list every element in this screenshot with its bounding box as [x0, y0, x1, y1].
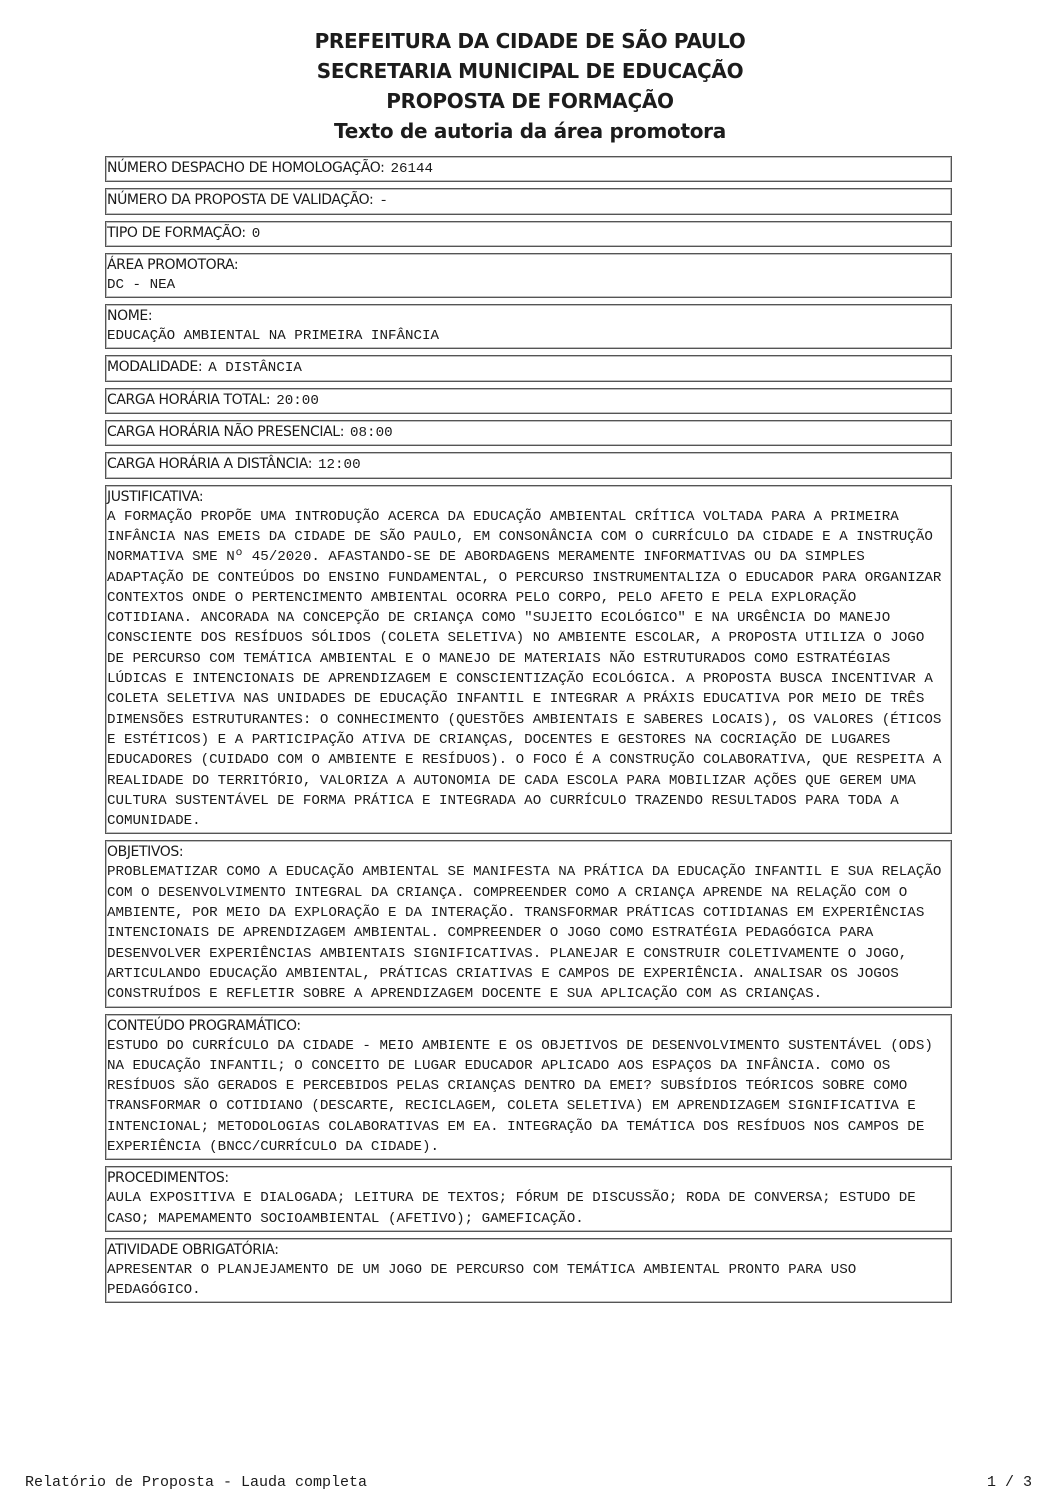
- field-atividade-label: ATIVIDADE OBRIGATÓRIA:: [107, 1241, 279, 1258]
- fields-container: [105, 156, 952, 1309]
- field-nome: [105, 304, 952, 349]
- footer-page-number: 1 / 3: [986, 1474, 1032, 1491]
- field-justificativa: [105, 485, 952, 835]
- field-nome-label: NOME:: [107, 308, 153, 325]
- header-proposta: PROPOSTA DE FORMAÇÃO: [386, 89, 674, 113]
- field-tipo-value: 0: [251, 225, 261, 242]
- field-despacho-value: 26144: [390, 161, 434, 177]
- field-modalidade-value: A DISTÂNCIA: [208, 360, 302, 377]
- field-area: [105, 253, 952, 298]
- field-modalidade: [105, 355, 952, 381]
- field-carga-nao-presencial-value: 08:00: [350, 425, 393, 442]
- field-validacao-value: -: [379, 193, 388, 210]
- field-carga-distancia-label: CARGA HORÁRIA A DISTÂNCIA:: [107, 456, 313, 473]
- field-validacao-label: NÚMERO DA PROPOSTA DE VALIDAÇÃO:: [107, 192, 374, 209]
- field-carga-distancia: [105, 452, 952, 478]
- footer-report-title: Relatório de Proposta - Lauda completa: [25, 1474, 368, 1491]
- header-autoria: Texto de autoria da área promotora: [334, 119, 726, 143]
- field-carga-distancia-value: 12:00: [318, 457, 361, 474]
- document-header: [0, 26, 1060, 146]
- field-atividade-value: APRESENTAR O PLANJEJAMENTO DE UM JOGO DE PERCURSO COM TEMÁTICA AMBIENTAL PRONTO PARA USO PEDAGÓGICO.: [107, 1261, 865, 1299]
- field-despacho: [105, 156, 952, 182]
- field-area-value: DC - NEA: [107, 276, 176, 293]
- field-area-label: ÁREA PROMOTORA:: [107, 256, 239, 273]
- field-objetivos: [105, 840, 952, 1007]
- field-procedimentos-value: AULA EXPOSITIVA E DIALOGADA; LEITURA DE TEXTOS; FÓRUM DE DISCUSSÃO; RODA DE CONVERSA; ESTUDO DE CASO; MAPEMAMENTO SOCIOAMBIENTAL (AFETIVO); GAMEFICAÇÃO.: [107, 1190, 925, 1227]
- field-procedimentos: [105, 1166, 952, 1232]
- field-conteudo-label: CONTEÚDO PROGRAMÁTICO:: [107, 1017, 301, 1034]
- header-prefeitura: PREFEITURA DA CIDADE DE SÃO PAULO: [314, 29, 746, 53]
- field-nome-value: EDUCAÇÃO AMBIENTAL NA PRIMEIRA INFÂNCIA: [107, 328, 440, 345]
- field-conteudo-value: ESTUDO DO CURRÍCULO DA CIDADE - MEIO AMBIENTE E OS OBJETIVOS DE DESENVOLVIMENTO SUSTENTÁVEL (ODS) NA EDUCAÇÃO INFANTIL; O CONCEITO DE LUGAR EDUCADOR APLICADO AOS ESPAÇOS DA INFÂNCIA. COMO OS RESÍDUOS SÃO GERADOS E PERCEBIDOS PELAS CRIANÇAS DENTRO DA EMEI? SUBSÍDIOS TEÓRICOS SOBRE COMO TRANSFORMAR O COTIDIANO (DESCARTE, RECICLAGEM, COLETA SELETIVA) EM APRENDIZAGEM SIGNIFICATIVA E INTENCIONAL; METODOLOGIAS COLABORATIVAS EM EA. INTEGRAÇÃO DA TEMÁTICA DOS RESÍDUOS NOS CAMPOS DE EXPERIÊNCIA (BNCC/CURRÍCULO DA CIDADE).: [107, 1037, 942, 1155]
- field-carga-total-label: CARGA HORÁRIA TOTAL:: [107, 391, 271, 408]
- field-carga-total: [105, 388, 952, 414]
- field-carga-nao-presencial-label: CARGA HORÁRIA NÃO PRESENCIAL:: [107, 424, 345, 441]
- field-objetivos-value: PROBLEMATIZAR COMO A EDUCAÇÃO AMBIENTAL SE MANIFESTA NA PRÁTICA DA EDUCAÇÃO INFANTIL E SUA RELAÇÃO COM O DESENVOLVIMENTO INTEGRAL DA CRIANÇA. COMPREENDER COMO A CRIANÇA APRENDE NA RELAÇÃO COM O AMBIENTE, POR MEIO DA EXPLORAÇÃO E DA INTERAÇÃO. TRANSFORMAR PRÁTICAS COTIDIANAS EM EXPERIÊNCIAS INTENCIONAIS DE APRENDIZAGEM AMBIENTAL. COMPREENDER O JOGO COMO ESTRATÉGIA PEDAGÓGICA PARA DESENVOLVER EXPERIÊNCIAS AMBIENTAIS SIGNIFICATIVAS. PLANEJAR E CONSTRUIR COLETIVAMENTE O JOGO, ARTICULANDO EDUCAÇÃO AMBIENTAL, PRÁTICAS CRIATIVAS E CAMPOS DE EXPERIÊNCIA. ANALISAR OS JOGOS CONSTRUÍDOS E REFLETIR SOBRE A APRENDIZAGEM DOCENTE E SUA APLICAÇÃO COM AS CRIANÇAS.: [107, 864, 950, 1003]
- field-modalidade-label: MODALIDADE:: [107, 359, 203, 376]
- header-secretaria: SECRETARIA MUNICIPAL DE EDUCAÇÃO: [316, 59, 744, 83]
- field-carga-total-value: 20:00: [276, 392, 319, 409]
- field-tipo: [105, 221, 952, 247]
- field-procedimentos-label: PROCEDIMENTOS:: [107, 1170, 229, 1187]
- field-justificativa-label: JUSTIFICATIVA:: [107, 488, 204, 505]
- field-tipo-label: TIPO DE FORMAÇÃO:: [107, 224, 246, 241]
- field-validacao: [105, 188, 952, 214]
- field-carga-nao-presencial: [105, 420, 952, 446]
- field-conteudo: [105, 1014, 952, 1161]
- field-atividade: [105, 1238, 952, 1304]
- field-objetivos-label: OBJETIVOS:: [107, 844, 184, 861]
- field-justificativa-value: A FORMAÇÃO PROPÕE UMA INTRODUÇÃO ACERCA DA EDUCAÇÃO AMBIENTAL CRÍTICA VOLTADA PARA A PRIMEIRA INFÂNCIA NAS EMEIS DA CIDADE DE SÃO PAULO, EM CONSONÂNCIA COM O CURRÍCULO DA CIDADE E A INSTRUÇÃO NORMATIVA SME Nº 45/2020. AFASTANDO-SE DE ABORDAGENS MERAMENTE INFORMATIVAS OU DA SIMPLES ADAPTAÇÃO DE CONTEÚDOS DO ENSINO FUNDAMENTAL, O PERCURSO INSTRUMENTALIZA O EDUCADOR PARA ORGANIZAR CONTEXTOS ONDE O PERTENCIMENTO AMBIENTAL OCORRA PELO CORPO, PELO AFETO E PELA EXPLORAÇÃO COTIDIANA. ANCORADA NA CONCEPÇÃO DE CRIANÇA COMO "SUJEITO ECOLÓGICO" E NA URGÊNCIA DO MANEJO CONSCIENTE DOS RESÍDUOS SÓLIDOS (COLETA SELETIVA) NO AMBIENTE ESCOLAR, A PROPOSTA UTILIZA O JOGO DE PERCURSO COM TEMÁTICA AMBIENTAL E O MANEJO DE MATERIAIS NÃO ESTRUTURADOS COMO ESTRATÉGIAS LÚDICAS E INTENCIONAIS DE APRENDIZAGEM E CONSCIENTIZAÇÃO ECOLÓGICA. A PROPOSTA BUSCA INCENTIVAR A COLETA SELETIVA NAS UNIDADES DE EDUCAÇÃO INFANTIL E INTEGRAR A PRÁXIS EDUCATIVA POR MEIO DE TRÊS DIMENSÕES ESTRUTURANTES: O CONHECIMENTO (QUESTÕES AMBIENTAIS E SABERES LOCAIS), OS VALORES (ÉTICOS E ESTÉTICOS) E A PARTICIPAÇÃO ATIVA DE CRIANÇAS, DOCENTES E GESTORES NA COCRIAÇÃO DE LUGARES EDUCADORES (CUIDADO COM O AMBIENTE E RESÍDUOS). O FOCO É A CONSTRUÇÃO COLABORATIVA, QUE RESPEITA A REALIDADE DO TERRITÓRIO, VALORIZA A AUTONOMIA DE CADA ESCOLA PARA MOBILIZAR AÇÕES QUE GEREM UMA CULTURA SUSTENTÁVEL DE FORMA PRÁTICA E INTEGRADA AO CURRÍCULO TRAZENDO RESULTADOS PARA TODA A COMUNIDADE.: [107, 508, 950, 830]
- field-despacho-label: NÚMERO DESPACHO DE HOMOLOGAÇÃO:: [107, 160, 385, 176]
